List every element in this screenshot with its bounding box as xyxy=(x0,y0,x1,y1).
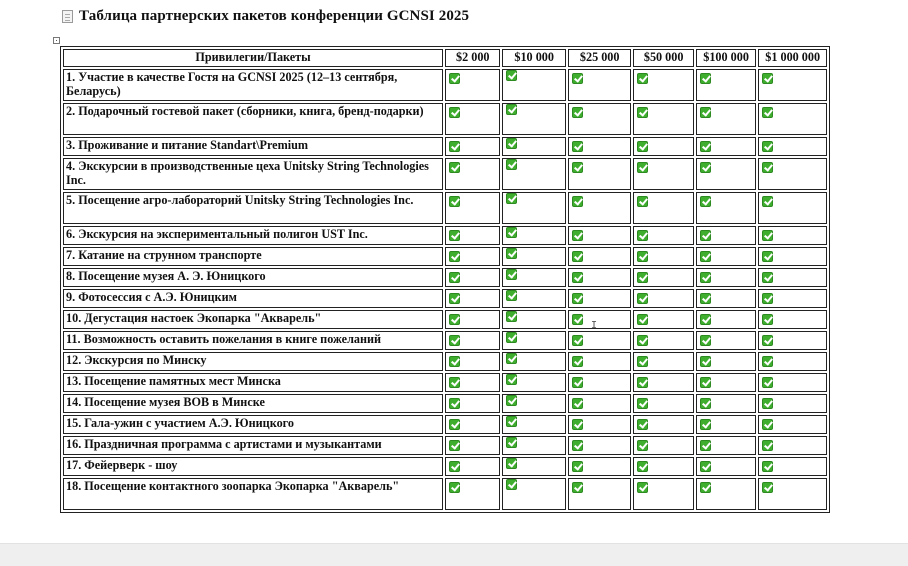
checked-box-icon xyxy=(762,251,773,262)
package-cell xyxy=(758,436,827,455)
checked-box-icon xyxy=(506,332,517,343)
checked-box-icon xyxy=(449,398,460,409)
checked-box-icon xyxy=(506,395,517,406)
package-cell xyxy=(445,226,500,245)
package-cell xyxy=(568,69,632,101)
package-cell xyxy=(445,478,500,510)
package-cell xyxy=(502,310,566,329)
package-cell xyxy=(568,268,632,287)
document-title-row xyxy=(62,8,469,25)
package-cell xyxy=(633,268,693,287)
package-cell xyxy=(502,436,566,455)
text-cursor-icon: I xyxy=(591,320,598,331)
checked-box-icon xyxy=(762,73,773,84)
package-cell xyxy=(502,373,566,392)
package-cell xyxy=(502,158,566,190)
checked-box-icon xyxy=(762,440,773,451)
package-cell xyxy=(502,103,566,135)
checked-box-icon xyxy=(449,482,460,493)
privilege-label: 15. Гала-ужин с участием А.Э. Юницкого xyxy=(63,415,443,434)
privilege-label: 3. Проживание и питание Standart\Premium xyxy=(63,137,443,156)
privilege-label: 8. Посещение музея А. Э. Юницкого xyxy=(63,268,443,287)
checked-box-icon xyxy=(572,230,583,241)
package-cell xyxy=(568,373,632,392)
package-cell xyxy=(445,247,500,266)
checked-box-icon xyxy=(506,70,517,81)
package-cell xyxy=(445,268,500,287)
checked-box-icon xyxy=(572,419,583,430)
checked-box-icon xyxy=(700,73,711,84)
package-cell xyxy=(758,192,827,224)
column-header-package: $1 000 000 xyxy=(758,49,827,67)
package-cell xyxy=(633,69,693,101)
table-row xyxy=(63,478,827,510)
package-cell xyxy=(696,192,756,224)
privilege-label: 7. Катание на струнном транспорте xyxy=(63,247,443,266)
checked-box-icon xyxy=(637,230,648,241)
package-cell xyxy=(568,394,632,413)
checked-box-icon xyxy=(449,196,460,207)
checked-box-icon xyxy=(637,440,648,451)
column-header-privileges: Привилегии/Пакеты xyxy=(63,49,443,67)
package-cell xyxy=(502,478,566,510)
package-cell xyxy=(445,103,500,135)
package-cell xyxy=(568,310,632,329)
bottom-bar xyxy=(0,543,908,566)
checked-box-icon xyxy=(762,162,773,173)
package-cell xyxy=(696,247,756,266)
package-cell xyxy=(696,158,756,190)
checked-box-icon xyxy=(637,162,648,173)
checked-box-icon xyxy=(506,290,517,301)
package-cell xyxy=(445,352,500,371)
package-cell xyxy=(502,247,566,266)
checked-box-icon xyxy=(637,377,648,388)
package-cell xyxy=(758,69,827,101)
package-cell xyxy=(445,69,500,101)
checked-box-icon xyxy=(637,461,648,472)
checked-box-icon xyxy=(449,230,460,241)
package-cell xyxy=(758,268,827,287)
package-cell xyxy=(445,394,500,413)
checked-box-icon xyxy=(449,356,460,367)
package-cell xyxy=(633,310,693,329)
checked-box-icon xyxy=(572,141,583,152)
package-cell xyxy=(633,103,693,135)
package-cell xyxy=(696,289,756,308)
checked-box-icon xyxy=(572,398,583,409)
privilege-label: 18. Посещение контактного зоопарка Экопарка "Акварель" xyxy=(63,478,443,510)
table-row xyxy=(63,415,827,434)
checked-box-icon xyxy=(506,479,517,490)
packages-table xyxy=(60,46,830,513)
package-cell xyxy=(758,331,827,350)
package-cell xyxy=(502,268,566,287)
checked-box-icon xyxy=(572,377,583,388)
checked-box-icon xyxy=(449,162,460,173)
checked-box-icon xyxy=(449,419,460,430)
checked-box-icon xyxy=(762,356,773,367)
table-move-handle-icon[interactable] xyxy=(53,37,60,44)
package-cell xyxy=(568,289,632,308)
package-cell xyxy=(696,137,756,156)
checked-box-icon xyxy=(572,293,583,304)
package-cell xyxy=(758,103,827,135)
privilege-label: 13. Посещение памятных мест Минска xyxy=(63,373,443,392)
column-header-package: $50 000 xyxy=(633,49,693,67)
package-cell xyxy=(758,289,827,308)
package-cell xyxy=(696,457,756,476)
package-cell xyxy=(758,247,827,266)
package-cell xyxy=(568,192,632,224)
package-cell xyxy=(568,137,632,156)
package-cell xyxy=(633,478,693,510)
package-cell xyxy=(696,69,756,101)
table-body xyxy=(63,69,827,510)
table-row xyxy=(63,137,827,156)
checked-box-icon xyxy=(700,419,711,430)
checked-box-icon xyxy=(637,141,648,152)
checked-box-icon xyxy=(700,335,711,346)
privilege-label: 6. Экскурсия на экспериментальный полигон UST Inc. xyxy=(63,226,443,245)
checked-box-icon xyxy=(572,461,583,472)
package-cell xyxy=(445,373,500,392)
table-row xyxy=(63,457,827,476)
table-row xyxy=(63,394,827,413)
checked-box-icon xyxy=(700,272,711,283)
package-cell xyxy=(696,394,756,413)
package-cell xyxy=(568,247,632,266)
package-cell xyxy=(758,394,827,413)
checked-box-icon xyxy=(637,272,648,283)
document-icon xyxy=(62,10,73,23)
checked-box-icon xyxy=(572,440,583,451)
checked-box-icon xyxy=(762,482,773,493)
checked-box-icon xyxy=(700,377,711,388)
package-cell xyxy=(696,226,756,245)
package-cell xyxy=(502,192,566,224)
package-cell xyxy=(445,192,500,224)
package-cell xyxy=(502,226,566,245)
package-cell xyxy=(696,478,756,510)
package-cell xyxy=(568,415,632,434)
package-cell xyxy=(758,478,827,510)
package-cell xyxy=(633,289,693,308)
privilege-label: 5. Посещение агро-лабораторий Unitsky String Technologies Inc. xyxy=(63,192,443,224)
checked-box-icon xyxy=(762,461,773,472)
package-cell xyxy=(445,158,500,190)
table-row xyxy=(63,331,827,350)
privilege-label: 12. Экскурсия по Минску xyxy=(63,352,443,371)
checked-box-icon xyxy=(506,138,517,149)
checked-box-icon xyxy=(637,73,648,84)
package-cell xyxy=(633,158,693,190)
package-cell xyxy=(502,394,566,413)
package-cell xyxy=(696,352,756,371)
package-cell xyxy=(445,436,500,455)
checked-box-icon xyxy=(700,314,711,325)
table-header-row xyxy=(63,49,827,67)
checked-box-icon xyxy=(700,356,711,367)
package-cell xyxy=(502,331,566,350)
package-cell xyxy=(445,331,500,350)
table-row xyxy=(63,436,827,455)
checked-box-icon xyxy=(637,398,648,409)
checked-box-icon xyxy=(637,107,648,118)
package-cell xyxy=(633,373,693,392)
checked-box-icon xyxy=(506,269,517,280)
table-row xyxy=(63,69,827,101)
table-row xyxy=(63,373,827,392)
package-cell xyxy=(568,457,632,476)
checked-box-icon xyxy=(700,251,711,262)
package-cell xyxy=(696,310,756,329)
package-cell xyxy=(696,331,756,350)
checked-box-icon xyxy=(700,482,711,493)
column-header-package: $10 000 xyxy=(502,49,566,67)
table-row xyxy=(63,192,827,224)
table-row xyxy=(63,289,827,308)
checked-box-icon xyxy=(449,272,460,283)
package-cell xyxy=(445,137,500,156)
column-header-package: $100 000 xyxy=(696,49,756,67)
checked-box-icon xyxy=(700,398,711,409)
package-cell xyxy=(633,137,693,156)
checked-box-icon xyxy=(637,293,648,304)
checked-box-icon xyxy=(572,482,583,493)
privilege-label: 4. Экскурсии в производственные цеха Unitsky String Technologies Inc. xyxy=(63,158,443,190)
privilege-label: 10. Дегустация настоек Экопарка "Акварель" xyxy=(63,310,443,329)
checked-box-icon xyxy=(449,461,460,472)
checked-box-icon xyxy=(700,107,711,118)
checked-box-icon xyxy=(572,251,583,262)
package-cell xyxy=(633,352,693,371)
checked-box-icon xyxy=(700,293,711,304)
package-cell xyxy=(633,226,693,245)
checked-box-icon xyxy=(449,251,460,262)
package-cell xyxy=(696,268,756,287)
checked-box-icon xyxy=(506,104,517,115)
table-row xyxy=(63,352,827,371)
checked-box-icon xyxy=(572,314,583,325)
checked-box-icon xyxy=(762,293,773,304)
package-cell xyxy=(568,103,632,135)
checked-box-icon xyxy=(506,437,517,448)
table-row xyxy=(63,247,827,266)
checked-box-icon xyxy=(449,314,460,325)
checked-box-icon xyxy=(449,293,460,304)
checked-box-icon xyxy=(637,482,648,493)
package-cell xyxy=(568,226,632,245)
package-cell xyxy=(696,436,756,455)
package-cell xyxy=(568,331,632,350)
checked-box-icon xyxy=(762,230,773,241)
package-cell xyxy=(758,457,827,476)
package-cell xyxy=(696,373,756,392)
checked-box-icon xyxy=(700,440,711,451)
privilege-label: 9. Фотосессия с А.Э. Юницким xyxy=(63,289,443,308)
checked-box-icon xyxy=(637,251,648,262)
checked-box-icon xyxy=(506,416,517,427)
checked-box-icon xyxy=(572,356,583,367)
checked-box-icon xyxy=(637,419,648,430)
package-cell xyxy=(445,415,500,434)
package-cell xyxy=(758,352,827,371)
checked-box-icon xyxy=(449,335,460,346)
checked-box-icon xyxy=(572,335,583,346)
package-cell xyxy=(502,137,566,156)
checked-box-icon xyxy=(762,335,773,346)
package-cell xyxy=(696,415,756,434)
package-cell xyxy=(633,331,693,350)
table-row xyxy=(63,268,827,287)
checked-box-icon xyxy=(572,196,583,207)
checked-box-icon xyxy=(700,461,711,472)
checked-box-icon xyxy=(637,314,648,325)
package-cell xyxy=(633,192,693,224)
package-cell xyxy=(502,69,566,101)
checked-box-icon xyxy=(637,356,648,367)
package-cell xyxy=(633,394,693,413)
package-cell xyxy=(758,373,827,392)
package-cell xyxy=(445,310,500,329)
package-cell xyxy=(502,457,566,476)
checked-box-icon xyxy=(449,141,460,152)
privilege-label: 14. Посещение музея ВОВ в Минске xyxy=(63,394,443,413)
package-cell xyxy=(758,137,827,156)
page-title: Таблица партнерских пакетов конференции GCNSI 2025 xyxy=(79,8,470,24)
checked-box-icon xyxy=(762,272,773,283)
checked-box-icon xyxy=(700,196,711,207)
checked-box-icon xyxy=(506,311,517,322)
package-cell xyxy=(633,415,693,434)
privilege-label: 11. Возможность оставить пожелания в книге пожеланий xyxy=(63,331,443,350)
privilege-label: 17. Фейерверк - шоу xyxy=(63,457,443,476)
package-cell xyxy=(502,352,566,371)
privilege-label: 16. Праздничная программа с артистами и музыкантами xyxy=(63,436,443,455)
checked-box-icon xyxy=(506,227,517,238)
package-cell xyxy=(696,103,756,135)
package-cell xyxy=(633,436,693,455)
package-cell xyxy=(568,436,632,455)
checked-box-icon xyxy=(762,398,773,409)
column-header-package: $2 000 xyxy=(445,49,500,67)
package-cell xyxy=(633,457,693,476)
checked-box-icon xyxy=(506,159,517,170)
package-cell xyxy=(568,352,632,371)
checked-box-icon xyxy=(506,248,517,259)
checked-box-icon xyxy=(762,107,773,118)
package-cell xyxy=(758,415,827,434)
package-cell xyxy=(758,310,827,329)
privilege-label: 2. Подарочный гостевой пакет (сборники, книга, бренд-подарки) xyxy=(63,103,443,135)
table-row xyxy=(63,158,827,190)
checked-box-icon xyxy=(506,353,517,364)
table-row xyxy=(63,103,827,135)
table-row xyxy=(63,310,827,329)
checked-box-icon xyxy=(449,73,460,84)
checked-box-icon xyxy=(449,377,460,388)
checked-box-icon xyxy=(449,107,460,118)
checked-box-icon xyxy=(700,141,711,152)
checked-box-icon xyxy=(762,196,773,207)
checked-box-icon xyxy=(762,141,773,152)
checked-box-icon xyxy=(700,162,711,173)
package-cell xyxy=(568,158,632,190)
package-cell xyxy=(568,478,632,510)
package-cell xyxy=(502,289,566,308)
privilege-label: 1. Участие в качестве Гостя на GCNSI 2025 (12–13 сентября, Беларусь) xyxy=(63,69,443,101)
checked-box-icon xyxy=(762,377,773,388)
checked-box-icon xyxy=(637,196,648,207)
checked-box-icon xyxy=(572,107,583,118)
checked-box-icon xyxy=(449,440,460,451)
checked-box-icon xyxy=(572,272,583,283)
checked-box-icon xyxy=(506,374,517,385)
package-cell xyxy=(758,226,827,245)
table-row xyxy=(63,226,827,245)
checked-box-icon xyxy=(762,314,773,325)
checked-box-icon xyxy=(572,162,583,173)
package-cell xyxy=(445,457,500,476)
package-cell xyxy=(445,289,500,308)
checked-box-icon xyxy=(637,335,648,346)
checked-box-icon xyxy=(506,458,517,469)
checked-box-icon xyxy=(506,193,517,204)
package-cell xyxy=(502,415,566,434)
checked-box-icon xyxy=(762,419,773,430)
package-cell xyxy=(633,247,693,266)
checked-box-icon xyxy=(572,73,583,84)
checked-box-icon xyxy=(700,230,711,241)
column-header-package: $25 000 xyxy=(568,49,632,67)
package-cell xyxy=(758,158,827,190)
